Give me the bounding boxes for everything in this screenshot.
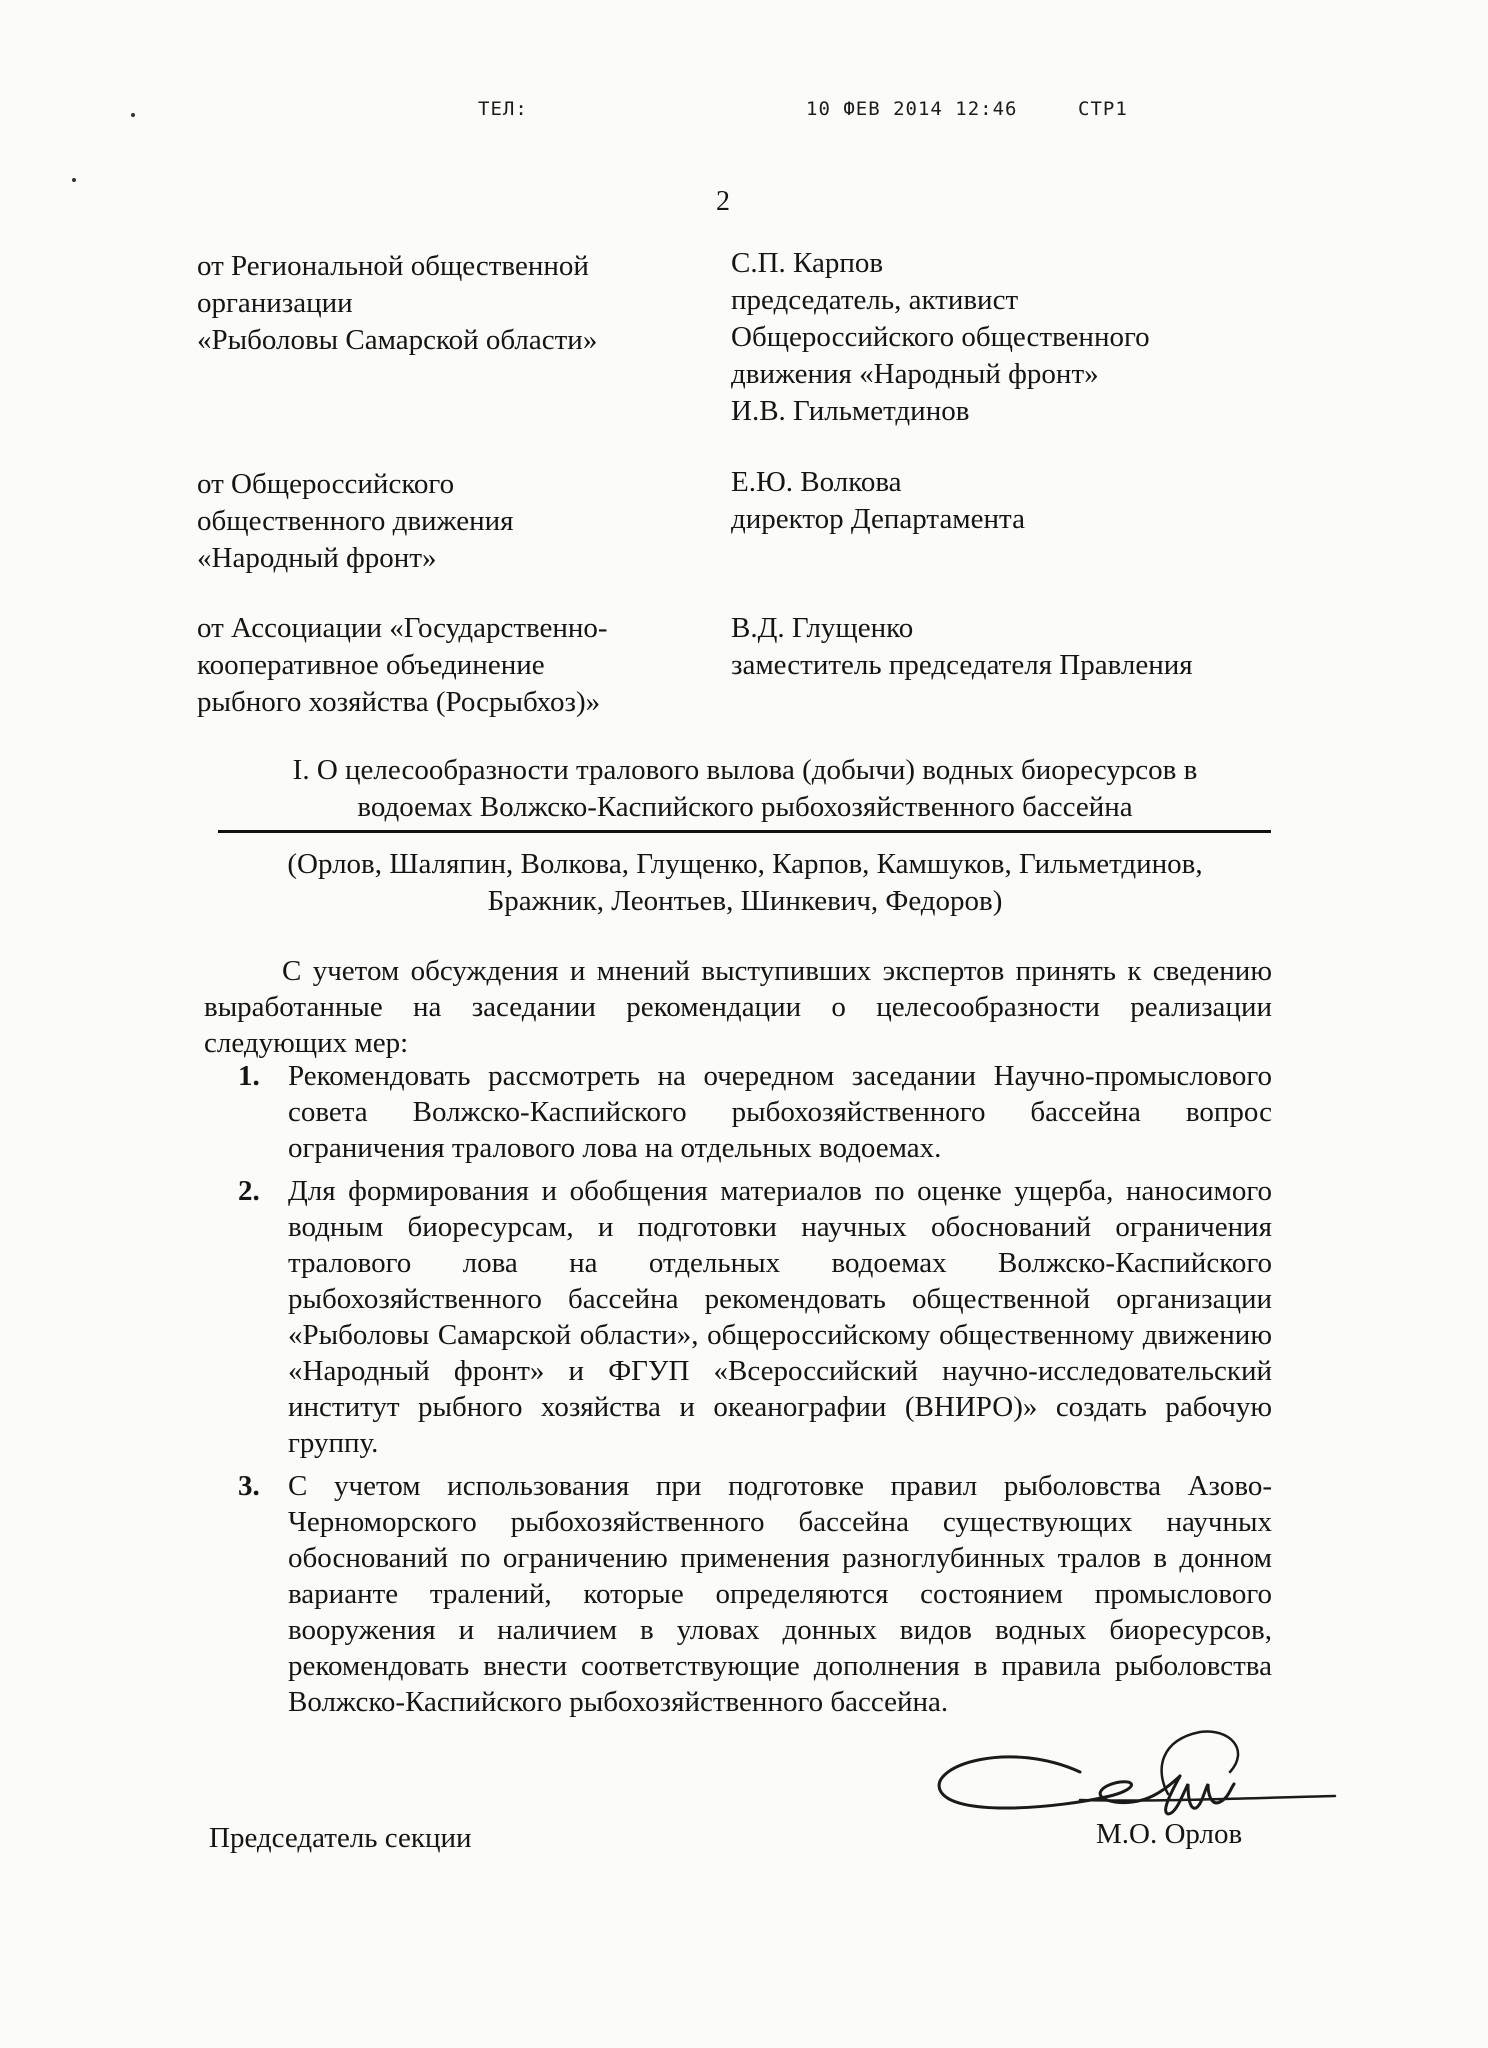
section-underline [218, 830, 1271, 833]
page-number: 2 [716, 186, 730, 217]
speakers-line: (Орлов, Шаляпин, Волкова, Глущенко, Карпов, Камшуков, Гильметдинов, [287, 848, 1203, 880]
party-rep-1 [731, 245, 1150, 430]
signatory-name: М.О. Орлов [1096, 1818, 1243, 1850]
rep-line: директор Департамента [731, 503, 1025, 535]
section-title-line: водоемах Волжско-Каспийского рыбохозяйственного бассейна [357, 791, 1133, 823]
item-number: 1. [238, 1060, 260, 1092]
item-text: С учетом использования при подготовке правил рыболовства Азово-Черноморского рыбохозяйственного бассейна существующих научных обоснований по ограничению применения разноглубинных тралов в донном варианте тралений, которые определяются состоянием промыслового вооружения и наличием в уловах донных видов водных биоресурсов, рекомендовать внести соответствующие дополнения в правила рыболовства Волжско-Каспийского рыбохозяйственного бассейна. [288, 1470, 1272, 1718]
recommendations-list [238, 1058, 1272, 1727]
party-org-1 [197, 248, 597, 359]
item-number: 2. [238, 1175, 260, 1207]
org-line: от Региональной общественной [197, 250, 589, 282]
item-text: Для формирования и обобщения материалов по оценке ущерба, наносимого водным биоресурсам, и подготовки научных обоснований ограничения тралового лова на отдельных водоемах Волжско-Каспийского рыбохозяйственного бассейна рекомендовать общественной организации «Рыболовы Самарской области», общероссийскому общественному движению «Народный фронт» и ФГУП «Всероссийский научно-исследовательский институт рыбного хозяйства и океанографии (ВНИРО)» создать рабочую группу. [288, 1175, 1272, 1459]
rep-line: заместитель председателя Правления [731, 649, 1193, 681]
org-line: общественного движения [197, 505, 514, 537]
fax-page: СТР1 [1078, 98, 1128, 120]
org-line: кооперативное объединение [197, 649, 545, 681]
org-line: рыбного хозяйства (Росрыбхоз)» [197, 686, 601, 718]
org-line: от Ассоциации «Государственно- [197, 612, 608, 644]
party-rep-3 [731, 610, 1193, 684]
section-speakers [150, 846, 1340, 920]
party-org-3 [197, 610, 608, 721]
fax-tel-label: ТЕЛ: [478, 98, 528, 120]
party-org-2 [197, 466, 513, 577]
fax-datetime: 10 ФЕВ 2014 12:46 [806, 98, 1018, 120]
scan-speck [131, 113, 135, 117]
signatory-title: Председатель секции [209, 1822, 472, 1854]
rep-line: В.Д. Глущенко [731, 612, 914, 644]
org-line: организации [197, 287, 353, 319]
section-title-line: I. О целесообразности тралового вылова (добычи) водных биоресурсов в [292, 754, 1198, 786]
intro-text: С учетом обсуждения и мнений выступивших экспертов принять к сведению выработанные на заседании рекомендации о целесообразности реализации следующих мер: [204, 955, 1272, 1059]
list-item [238, 1468, 1272, 1720]
rep-line: Общероссийского общественного [731, 321, 1150, 353]
org-line: «Рыболовы Самарской области» [197, 324, 598, 356]
org-line: «Народный фронт» [197, 542, 437, 574]
rep-line: председатель, активист [731, 284, 1019, 316]
speakers-line: Бражник, Леонтьев, Шинкевич, Федоров) [487, 885, 1003, 917]
item-text: Рекомендовать рассмотреть на очередном заседании Научно-промыслового совета Волжско-Каспийского рыбохозяйственного бассейна вопрос ограничения тралового лова на отдельных водоемах. [288, 1060, 1272, 1164]
rep-line: С.П. Карпов [731, 247, 884, 279]
intro-paragraph [204, 953, 1272, 1061]
item-number: 3. [238, 1470, 260, 1502]
section-title [150, 752, 1340, 826]
rep-line: И.В. Гильметдинов [731, 395, 970, 427]
rep-line: движения «Народный фронт» [731, 358, 1099, 390]
list-item [238, 1058, 1272, 1166]
list-item [238, 1173, 1272, 1461]
party-rep-2 [731, 464, 1025, 538]
rep-line: Е.Ю. Волкова [731, 466, 902, 498]
scan-speck [72, 178, 76, 182]
handwritten-signature [930, 1710, 1350, 1830]
org-line: от Общероссийского [197, 468, 455, 500]
